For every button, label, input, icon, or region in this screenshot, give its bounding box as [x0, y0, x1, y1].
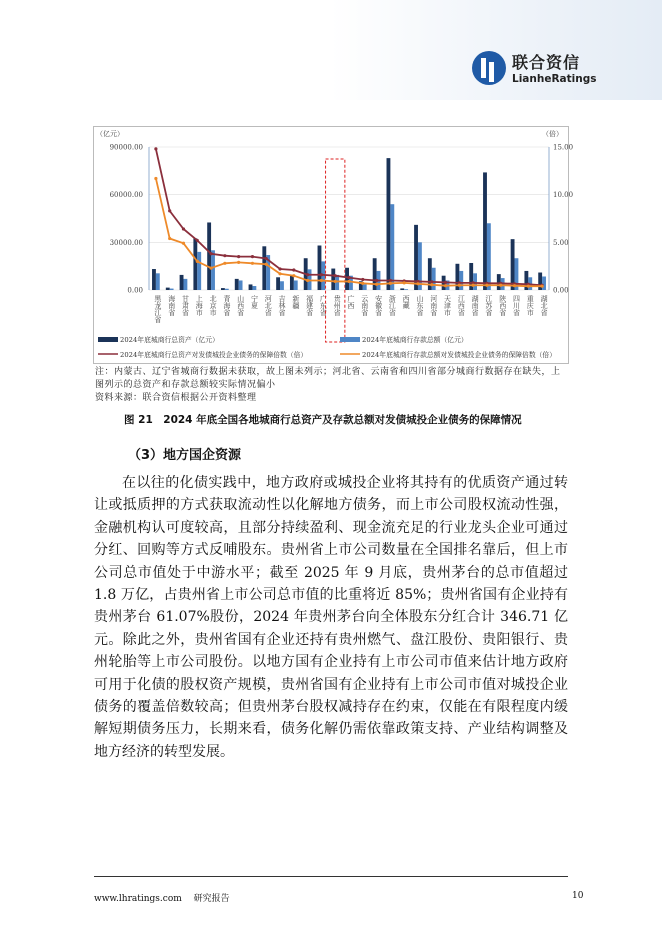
x-tick-label: 北京市	[209, 295, 218, 316]
line-point	[403, 281, 406, 284]
line-point	[168, 209, 171, 212]
body-paragraph: 在以往的化债实践中，地方政府或城投企业将其持有的优质资产通过转让或抵质押的方式获取流动性以化解地方债务，而上市公司股权流动性强，金融机构认可度较高，且部分持续盈利、现金流充足的行业龙头企业可通过分红、回购等方式反哺股东。贵州省上市公司数量在全国排名靠后，但上市公司总市值处于中游水平；截至 2025 年 9 月底，贵州茅台的总市值超过 1.8 万亿，占贵州省上市公司总市值的比重将近 85%；贵州省国有企业持有贵州茅台 61.07%股份，2024 年贵州茅台向全体股东分红合计 346.71 亿元。除此之外，贵州省国有企业还持有贵州燃气、盘江股份、贵阳银行、贵州轮胎等上市公司股份。以地方国有企业持有上市公司市值来估计地方政府可用于化债的股权资产规模，贵州省国有企业持有上市公司市值对城投企业债务的覆盖倍数较高；但贵州茅台股权减持存在约束，仅能在有限程度内缓解短期债务压力，长期来看，债务化解仍需依靠政策支持、产业结构调整及地方经济的转型发展。	[94, 475, 568, 760]
line-point	[154, 177, 157, 180]
line-point	[375, 279, 378, 282]
line-point	[292, 274, 295, 277]
line-point	[306, 279, 309, 282]
logo-cn: 联合资信	[512, 53, 581, 72]
bar-deposits	[252, 286, 256, 290]
bar-deposits	[225, 289, 229, 290]
line-point	[223, 262, 226, 265]
bar-total-assets	[400, 288, 404, 290]
x-tick-label: 福建省	[305, 295, 314, 316]
chart-note-line1: 注：内蒙古、辽宁省城商行数据未获取，故上图未列示；河北省、云南省和四川省部分城商行数据存在缺失，上	[95, 367, 561, 377]
right-tick-label: 15.00	[553, 143, 574, 152]
bar-total-assets	[166, 288, 170, 290]
x-tick-label: 重庆市	[526, 295, 535, 316]
line-point	[347, 276, 350, 279]
line-point	[334, 274, 337, 277]
bar-total-assets	[235, 279, 239, 290]
line-point	[237, 261, 240, 264]
left-tick-label: 90000.00	[109, 143, 143, 152]
line-point	[361, 278, 364, 281]
bar-total-assets	[180, 275, 184, 290]
lianhe-logo	[472, 50, 596, 85]
legend-swatch-deposits	[340, 337, 360, 342]
logo-mark-icon	[472, 51, 506, 85]
footer-url: www.lhratings.com 研究报告	[94, 894, 230, 904]
bar-deposits	[280, 281, 284, 290]
page-number: 10	[572, 891, 584, 901]
legend-label: 2024年底城商行总资产（亿元）	[120, 336, 219, 344]
line-point	[347, 280, 350, 283]
x-tick-label: 江西省	[457, 295, 466, 316]
line-point	[389, 282, 392, 285]
line-point	[444, 284, 447, 287]
legend-label: 2024年底城商行存款总额对发债城投企业债务的保障倍数（倍）	[362, 351, 557, 359]
left-tick-label: 0.00	[127, 286, 143, 295]
legend-label: 2024年底城商行存款总额（亿元）	[362, 336, 468, 344]
x-tick-label: 江苏省	[484, 295, 493, 316]
bar-total-assets	[262, 246, 266, 290]
x-tick-label: 西藏	[402, 295, 411, 309]
line-point	[292, 268, 295, 271]
line-point	[472, 284, 475, 287]
bar-total-assets	[249, 284, 253, 290]
x-tick-label: 新疆	[291, 295, 300, 309]
bar-total-assets	[483, 172, 487, 290]
legend-swatch-assets	[98, 337, 118, 342]
x-tick-label: 黑龙江省	[153, 295, 162, 323]
logo-en: LianheRatings	[512, 73, 597, 85]
line-point	[334, 280, 337, 283]
line-point	[527, 285, 530, 288]
line-point	[209, 266, 212, 269]
line-point	[430, 283, 433, 286]
bar-deposits	[542, 276, 546, 290]
left-tick-label: 30000.00	[109, 238, 143, 247]
line-point	[237, 255, 240, 258]
chart-source: 资料来源：联合资信根据公开资料整理	[95, 393, 257, 403]
x-tick-label: 河北省	[264, 295, 273, 316]
footer-divider	[94, 876, 568, 877]
line-point	[168, 237, 171, 240]
line-point	[416, 282, 419, 285]
x-tick-label: 山东省	[415, 295, 424, 316]
bar-total-assets	[387, 158, 391, 290]
bar-deposits	[487, 223, 491, 290]
x-tick-label: 青海省	[222, 295, 231, 316]
bar-total-assets	[207, 222, 211, 290]
line-point	[278, 272, 281, 275]
line-point	[154, 147, 157, 150]
bar-deposits	[294, 280, 298, 290]
bar-total-assets	[193, 238, 197, 290]
chart-frame	[93, 126, 574, 364]
x-tick-label: 贵州省	[333, 295, 342, 316]
line-point	[251, 255, 254, 258]
line-point	[265, 263, 268, 266]
line-point	[485, 284, 488, 287]
line-point	[209, 252, 212, 255]
left-axis-unit: （亿元）	[96, 130, 124, 138]
right-tick-label: 5.00	[553, 238, 569, 247]
line-point	[251, 262, 254, 265]
x-tick-label: 上海市	[195, 295, 204, 316]
left-tick-label: 60000.00	[109, 191, 143, 200]
bar-deposits	[156, 273, 160, 290]
x-tick-label: 云南省	[360, 295, 369, 316]
x-tick-label: 广西	[347, 295, 355, 309]
bar-deposits	[459, 271, 463, 290]
line-point	[265, 257, 268, 260]
line-point	[444, 281, 447, 284]
line-point	[182, 227, 185, 230]
bar-deposits	[197, 252, 201, 290]
bar-total-assets	[221, 288, 225, 290]
section-title: （3）地方国企资源	[128, 448, 242, 463]
bar-deposits	[363, 284, 367, 290]
figure-title: 图 21 2024 年底全国各地城商行总资产及存款总额对发债城投企业债务的保障情况	[124, 414, 522, 426]
bar-total-assets	[331, 269, 335, 290]
bar-deposits	[183, 279, 187, 290]
line-point	[499, 284, 502, 287]
bar-deposits	[432, 268, 436, 290]
right-tick-label: 0.00	[553, 286, 569, 295]
x-tick-label: 广东省	[319, 295, 328, 316]
x-tick-label: 浙江省	[388, 295, 397, 316]
x-tick-label: 海南省	[167, 295, 176, 316]
bar-total-assets	[276, 277, 280, 290]
x-tick-label: 湖北省	[540, 295, 549, 316]
bar-deposits	[170, 289, 174, 290]
x-tick-label: 甘肃省	[181, 295, 190, 316]
x-tick-label: 湖南省	[471, 295, 480, 316]
line-point	[430, 280, 433, 283]
bar-deposits	[211, 250, 215, 290]
x-tick-label: 山西省	[236, 295, 245, 316]
line-point	[196, 239, 199, 242]
line-point	[361, 282, 364, 285]
x-tick-label: 安徽省	[374, 295, 383, 316]
line-point	[541, 285, 544, 288]
right-tick-label: 10.00	[553, 191, 574, 200]
x-tick-label: 陕西省	[498, 295, 507, 316]
chart-note-line2: 图列示的总资产和存款总额较实际情况偏小	[95, 380, 276, 390]
line-point	[306, 273, 309, 276]
line-point	[223, 254, 226, 257]
line-point	[196, 260, 199, 263]
x-tick-label: 四川省	[512, 295, 521, 316]
legend-label: 2024年底城商行总资产对发债城投企业债务的保障倍数（倍）	[120, 351, 308, 359]
bar-deposits	[390, 204, 394, 290]
line-point	[458, 284, 461, 287]
x-tick-label: 吉林省	[278, 295, 287, 316]
line-point	[375, 283, 378, 286]
bar-total-assets	[152, 269, 156, 290]
x-tick-label: 河南省	[429, 295, 438, 316]
line-point	[389, 279, 392, 282]
line-point	[320, 279, 323, 282]
bar-deposits	[239, 280, 243, 290]
bar-deposits	[404, 289, 408, 290]
line-point	[278, 267, 281, 270]
line-point	[320, 273, 323, 276]
right-axis-unit: （倍）	[542, 130, 563, 138]
bar-total-assets	[318, 246, 322, 290]
line-point	[513, 284, 516, 287]
x-tick-label: 宁夏	[250, 295, 259, 309]
x-tick-label: 天津市	[443, 295, 452, 316]
line-point	[182, 242, 185, 245]
bar-line-chart	[94, 127, 574, 363]
